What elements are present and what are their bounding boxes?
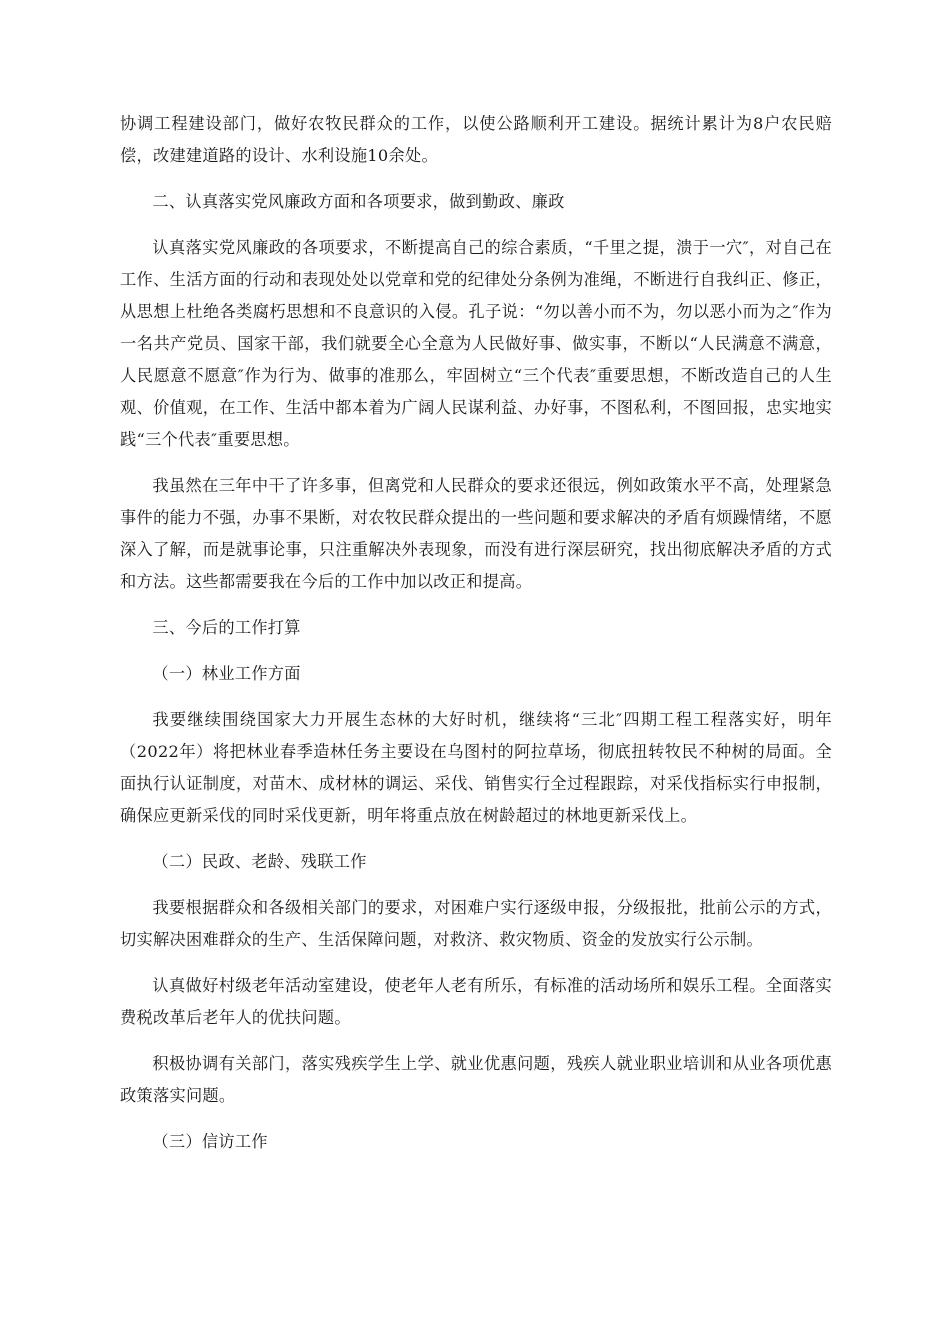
document-page: [120, 108, 832, 1158]
subsection-heading-petitions: （三）信访工作: [152, 1132, 268, 1151]
subsection-heading-civil-affairs: （二）民政、老龄、残联工作: [152, 852, 367, 871]
paragraph-disabled: 积极协调有关部门，落实残疾学生上学、就业优惠问题，残疾人就业职业培训和从业各项优惠政策落实问题。: [120, 1054, 832, 1105]
subsection-heading-forestry: （一）林业工作方面: [152, 664, 301, 683]
paragraph-civil-affairs: 我要根据群众和各级相关部门的要求，对困难户实行逐级申报，分级报批，批前公示的方式，切实解决困难群众的生产、生活保障问题，对救济、救灾物质、资金的发放实行公示制。: [120, 898, 832, 949]
paragraph-integrity: 认真落实党风廉政的各项要求，不断提高自己的综合素质，“千里之提，溃于一穴″，对自己在工作、生活方面的行动和表现处处以党章和党的纪律处分条例为准绳，不断进行自我纠正、修正，从思想上杜绝各类腐朽思想和不良意识的入侵。孔子说：“勿以善小而不为，勿以恶小而为之″作为一名共产党员、国家干部，我们就要全心全意为人民做好事、做实事，不断以“人民满意不满意，人民愿意不愿意″作为行为、做事的准那么，牢固树立“三个代表″重要思想，不断改造自己的人生观、价值观，在工作、生活中都本着为广阔人民谋利益、办好事，不图私利，不图回报，忠实地实践“三个代表″重要思想。: [120, 238, 832, 449]
paragraph-elderly: 认真做好村级老年活动室建设，使老年人老有所乐，有标准的活动场所和娱乐工程。全面落实费税改革后老年人的优扶问题。: [120, 976, 832, 1027]
section-heading-2: 二、认真落实党风廉政方面和各项要求，做到勤政、廉政: [152, 192, 565, 211]
paragraph-forestry: 我要继续围绕国家大力开展生态林的大好时机，继续将“三北″四期工程工程落实好，明年（2022年）将把林业春季造林任务主要设在乌图村的阿拉草场，彻底扭转牧民不种树的局面。全面执行认证制度，对苗木、成材林的调运、采伐、销售实行全过程跟踪，对采伐指标实行申报制，确保应更新采伐的同时采伐更新，明年将重点放在树龄超过的林地更新采伐上。: [120, 710, 832, 825]
paragraph-shortcomings: 我虽然在三年中干了许多事，但离党和人民群众的要求还很远，例如政策水平不高，处理紧急事件的能力不强，办事不果断，对农牧民群众提出的一些问题和要求解决的矛盾有烦躁情绪，不愿深入了解，而是就事论事，只注重解决外表现象，而没有进行深层研究，找出彻底解决矛盾的方式和方法。这些都需要我在今后的工作中加以改正和提高。: [120, 476, 832, 591]
section-heading-3: 三、今后的工作打算: [152, 618, 301, 637]
paragraph-continuation: 协调工程建设部门，做好农牧民群众的工作，以使公路顺利开工建设。据统计累计为8户农民赔偿，改建建道路的设计、水利设施10余处。: [120, 114, 832, 165]
